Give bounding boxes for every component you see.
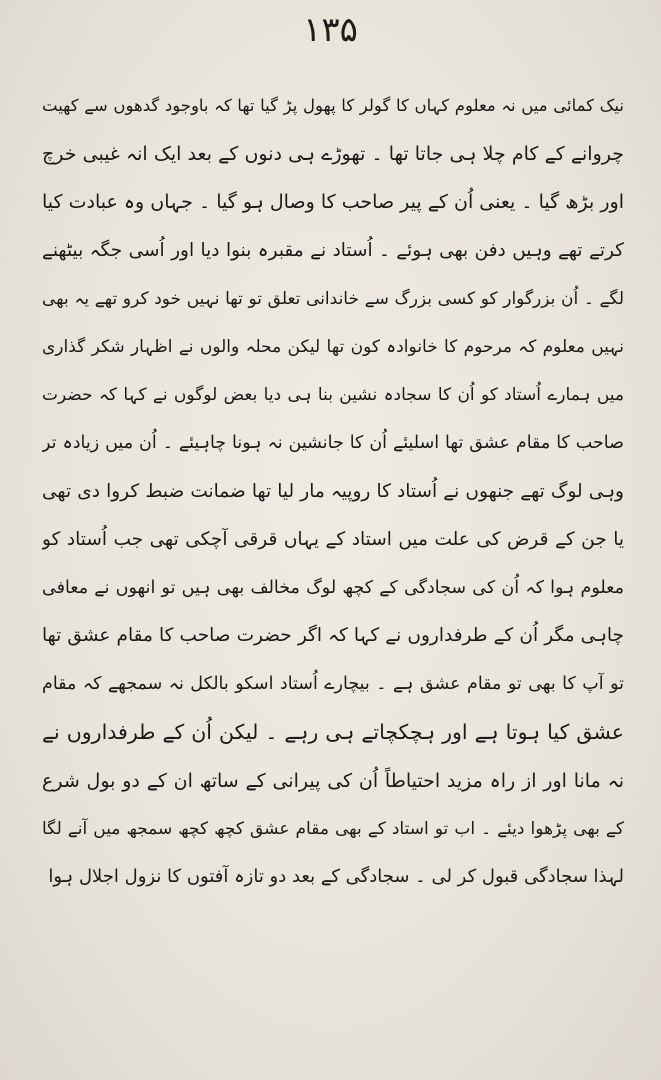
text-line: نیک کمائی میں نہ معلوم کہاں کا گولر کا پھول پڑ گیا تھا کہ باوجود گدھوں سے کھیت [42,96,624,115]
page-number: ۱۳۵ [303,10,358,50]
text-line: نہ مانا اور از راہ مزید احتیاطاً اُن کی پیرانی کے ساتھ ان کے دو بول شرع [42,769,624,792]
text-line: چروانے کے کام چلا ہی جاتا تھا ۔ تھوڑے ہی دنوں کے بعد ایک انہ غیبی خرچ [42,143,624,166]
text-line: میں ہمارے اُستاد کو اُن کا سجادہ نشین بنا ہی دیا بعض لوگوں نے کہا کہ حضرت [42,385,624,406]
text-line: لگے ۔ اُن بزرگوار کو کسی بزرگ سے خاندانی تعلق تو تھا نہیں خود کرو تھے یہ بھی [42,288,624,309]
text-line: معلوم ہوا کہ اُن کی سجادگی کے کچھ لوگ مخالف بھی ہیں تو انھوں نے معافی [42,577,624,598]
body-text [42,82,624,901]
text-line: لہذا سجادگی قبول کر لی ۔ سجادگی کے بعد دو تازہ آفتوں کا نزول اجلال ہوا [48,866,624,887]
text-line: کے بھی پڑھوا دیئے ۔ اب تو استاد کے بھی مقام عشق کچھ کچھ سمجھ میں آنے لگا [42,818,624,839]
text-line: کرتے تھے وہیں دفن بھی ہوئے ۔ اُستاد نے مقبرہ بنوا دیا اور اُسی جگہ بیٹھنے [42,239,624,261]
text-line: نہیں معلوم کہ مرحوم کا خانوادہ کون تھا لیکن محلہ والوں نے اظہار شکر گذاری [42,336,624,357]
text-line: وہی لوگ تھے جنھوں نے اُستاد کا روپیہ مار لیا تھا ضمانت ضبط کروا دی تھی [42,480,624,502]
text-line: اور بڑھ گیا ۔ یعنی اُن کے پیر صاحب کا وصال ہو گیا ۔ جہاں وہ عبادت کیا [42,191,624,214]
text-line: یا جن کے قرض کی علت میں استاد کے یہاں قرقی آچکی تھی جب اُستاد کو [42,528,624,550]
text-line: عشق کیا ہوتا ہے اور ہچکچاتے ہی رہے ۔ لیکن اُن کے طرفداروں نے [42,720,624,745]
text-line: تو آپ کا بھی تو مقام عشق ہے ۔ بیچارے اُستاد اسکو بالکل نہ سمجھے کہ مقام [42,674,624,695]
text-line: چاہی مگر اُن کے طرفداروں نے کہا کہ اگر حضرت صاحب کا مقام عشق تھا [42,625,624,647]
text-line: صاحب کا مقام عشق تھا اسلیئے اُن کا جانشین نہ ہونا چاہیئے ۔ اُن میں زیادہ تر [42,433,624,454]
